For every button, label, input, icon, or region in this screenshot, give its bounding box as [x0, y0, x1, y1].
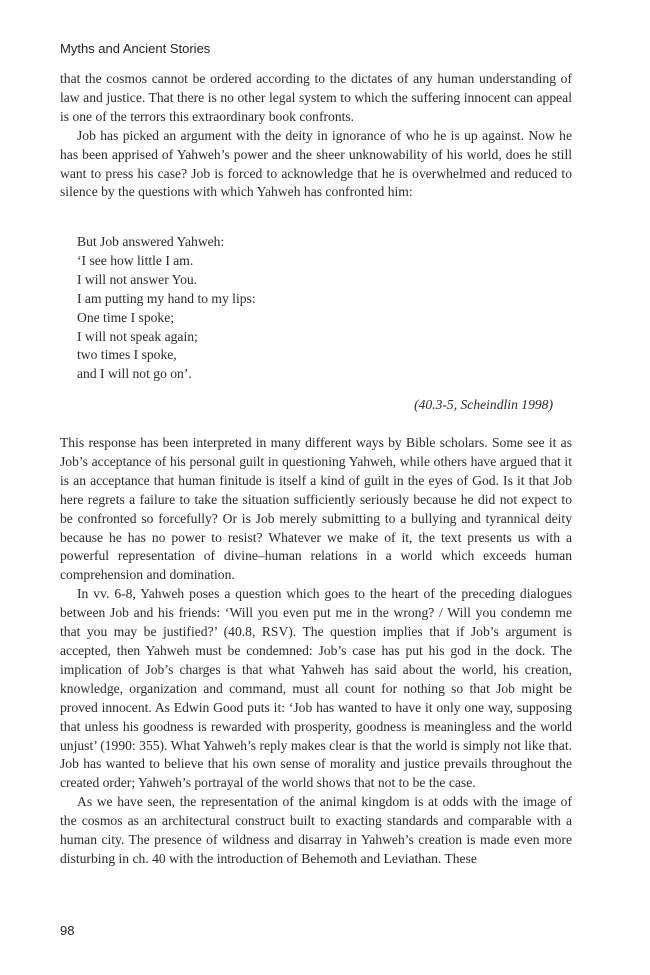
paragraph: In vv. 6-8, Yahweh poses a question which goes to the heart of the preceding dialogues between Job and his friends: ‘Will you even put me in the wrong? / Will you condemn me that you may be justified?’ (40.8, RSV). The question implies that if Job’s argument is accepted, then Yahweh must be condemned: Job’s case has put his god in the dock. The implication of Job’s charges is that what Yahweh has said about the world, his creation, knowledge, organization and command, must all count for nothing so that Job might be proved innocent. As Edwin Good puts it: ‘Job has wanted to have it only one way, supposing that unless his goodness is rewarded with prosperity, goodness is meaningless and the world unjust’ (1990: 355). What Yahweh’s reply makes clear is that the world is simply not like that. Job has wanted to believe that his own sense of morality and justice prevails throughout the created order; Yahweh’s portrayal of the world shows that not to be the case. [60, 586, 572, 791]
text-block-top [60, 70, 572, 202]
quote-line: and I will not go on’. [77, 366, 192, 382]
quote-line: I am putting my hand to my lips: [77, 290, 256, 306]
quote-line: two times I spoke, [77, 347, 177, 363]
quote-citation: (40.3-5, Scheindlin 1998) [414, 397, 553, 412]
quote-line: ‘I see how little I am. [77, 252, 194, 268]
paragraph: This response has been interpreted in many different ways by Bible scholars. Some see it as Job’s acceptance of his personal guilt in questioning Yahweh, while others have argued that it is an acceptance that human finitude is itself a kind of guilt in the eyes of God. Is it that Job here regrets a failure to take the situation sufficiently seriously because he did not expect to be confronted so forcefully? Or is Job merely submitting to a bullying and tyrannical deity because he has no power to resist? Whatever we make of it, the text presents us with a powerful representation of divine–human relations in a world which exceeds human comprehension and domination. [60, 435, 572, 583]
paragraph: Job has picked an argument with the deity in ignorance of who he is up against. Now he has been apprised of Yahweh’s power and the sheer unknowability of his world, does he still want to press his case? Job is forced to acknowledge that he is overwhelmed and reduced to silence by the questions with which Yahweh has confronted him: [60, 127, 572, 200]
quote-line: I will not speak again; [77, 328, 198, 344]
running-head: Myths and Ancient Stories [60, 41, 211, 56]
paragraph: that the cosmos cannot be ordered according to the dictates of any human understanding of law and justice. That there is no other legal system to which the suffering innocent can appeal is one of the terrors this extraordinary book confronts. [60, 71, 572, 124]
quote-line: I will not answer You. [77, 271, 198, 287]
paragraph: As we have seen, the representation of the animal kingdom is at odds with the image of the cosmos as an architectural construct built to exacting standards and comparable with a human city. The presence of wildness and disarray in Yahweh’s creation is made even more disturbing in ch. 40 with the introduction of Behemoth and Leviathan. These [60, 794, 572, 866]
block-quote [77, 233, 256, 384]
page-number: 98 [60, 923, 75, 938]
text-block-bottom [60, 434, 572, 869]
quote-line: One time I spoke; [77, 309, 175, 325]
quote-line: But Job answered Yahweh: [77, 234, 225, 249]
